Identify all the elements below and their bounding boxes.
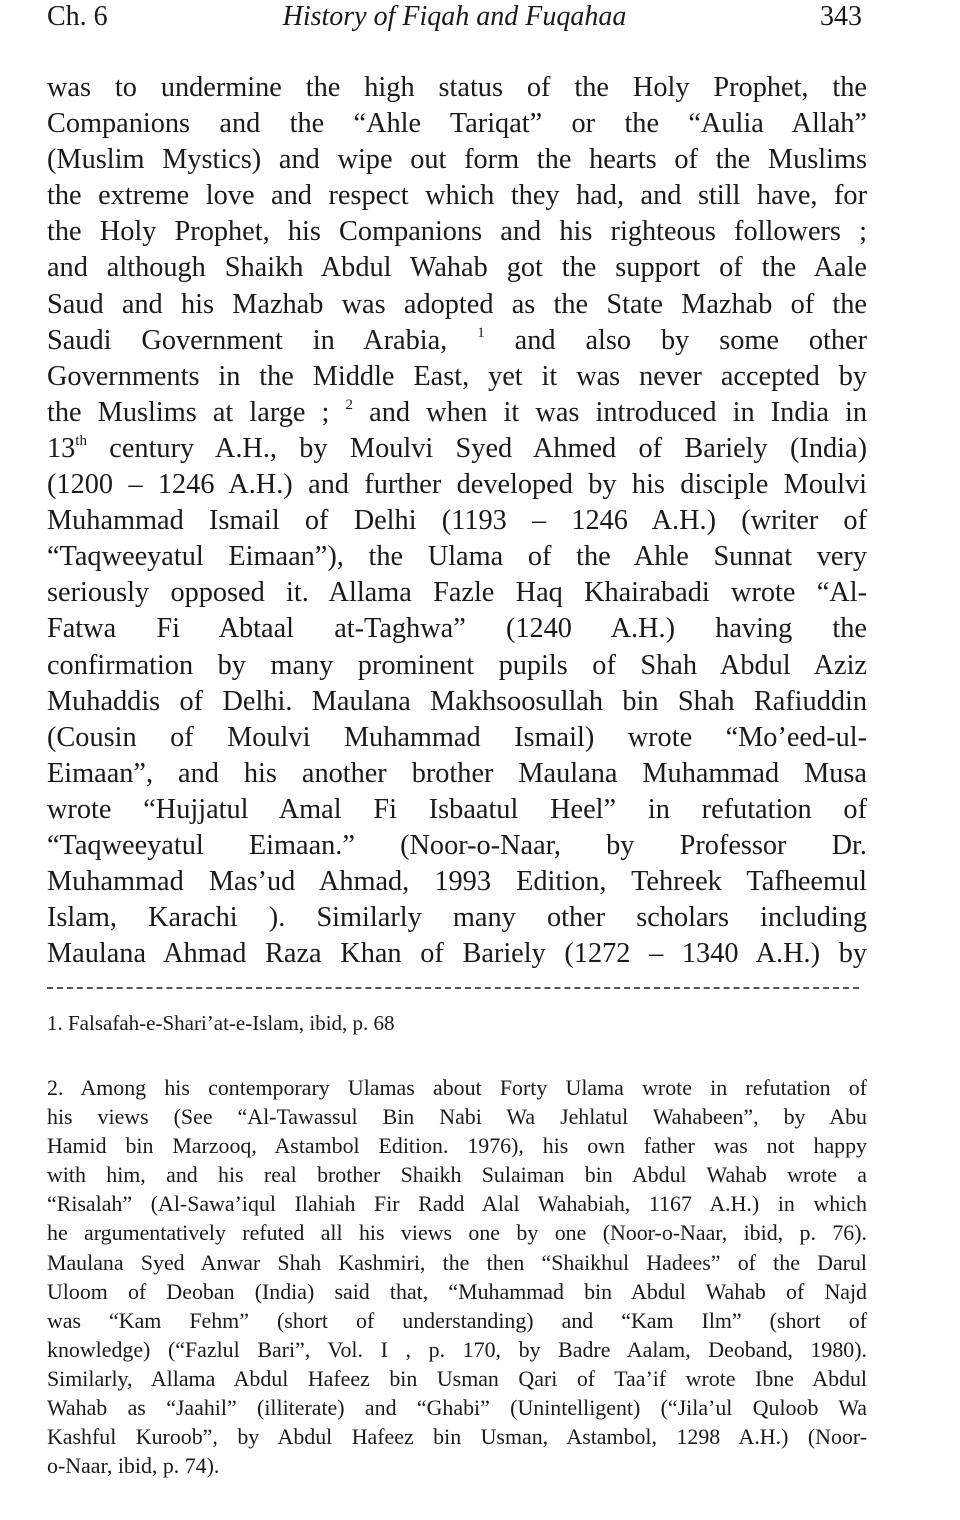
footnote-line: 2. Among his contemporary Ulamas about Forty Ulama wrote in refutation of bbox=[47, 1075, 867, 1100]
footnote-line: Hamid bin Marzooq, Astambol Edition. 1976), his own father was not happy bbox=[47, 1133, 867, 1159]
footnote-line: Uloom of Deoban (India) said that, “Muhammad bin Abdul Wahab of Najd bbox=[47, 1278, 867, 1304]
footnote-ref-1: 1 bbox=[477, 324, 485, 341]
running-header bbox=[47, 0, 862, 40]
body-line bbox=[47, 395, 867, 431]
body-line: “Taqweeyatul Eimaan”), the Ulama of the Ahle Sunnat very bbox=[47, 541, 867, 573]
body-line: Saud and his Mazhab was adopted as the State Mazhab of the bbox=[47, 288, 867, 320]
body-line: wrote “Hujjatul Amal Fi Isbaatul Heel” in refutation of bbox=[47, 793, 867, 825]
footnote-line: his views (See “Al-Tawassul Bin Nabi Wa Jehlatul Wahabeen”, by Abu bbox=[47, 1104, 867, 1130]
footnote-1: 1. Falsafah-e-Shari’at-e-Islam, ibid, p. 68 bbox=[47, 1011, 395, 1035]
body-line: Muhaddis of Delhi. Maulana Makhsoosullah bin Shah Rafiuddin bbox=[47, 685, 867, 717]
body-line: Governments in the Middle East, yet it was never accepted by bbox=[47, 360, 867, 392]
body-line: Maulana Ahmad Raza Khan of Bariely (1272 – 1340 A.H.) by bbox=[47, 938, 867, 970]
body-line-part: and when it was introduced in India in bbox=[369, 396, 868, 428]
body-line: Muhammad Mas’ud Ahmad, 1993 Edition, Tehreek Tafheemul bbox=[47, 866, 867, 898]
footnote-line: o-Naar, ibid, p. 74). bbox=[47, 1453, 220, 1479]
body-line: Eimaan”, and his another brother Maulana Muhammad Musa bbox=[47, 757, 867, 789]
book-title: History of Fiqah and Fuqahaa bbox=[282, 1, 627, 32]
body-line-part: the Muslims at large ; bbox=[47, 396, 330, 428]
chapter-label: Ch. 6 bbox=[47, 1, 108, 32]
body-line: was to undermine the high status of the Holy Prophet, the bbox=[47, 72, 867, 103]
footnote-line: Maulana Syed Anwar Shah Kashmiri, the then “Shaikhul Hadees” of the Darul bbox=[47, 1249, 867, 1275]
body-line-part: Saudi Government in Arabia, bbox=[47, 324, 448, 356]
body-line: Muhammad Ismail of Delhi (1193 – 1246 A.H.) (writer of bbox=[47, 505, 867, 537]
body-line: “Taqweeyatul Eimaan.” (Noor-o-Naar, by Professor Dr. bbox=[47, 829, 867, 861]
body-line-part: and also by some other bbox=[514, 324, 868, 356]
footnote-line: he argumentatively refuted all his views one by one (Noor-o-Naar, ibid, p. 76). bbox=[47, 1220, 867, 1246]
footnote-line: with him, and his real brother Shaikh Sulaiman bin Abdul Wahab wrote a bbox=[47, 1162, 867, 1188]
footnote-line: Similarly, Allama Abdul Hafeez bin Usman Qari of Taa’if wrote Ibne Abdul bbox=[47, 1365, 867, 1391]
body-line: seriously opposed it. Allama Fazle Haq Khairabadi wrote “Al- bbox=[47, 577, 867, 609]
footnote-line: was “Kam Fehm” (short of understanding) and “Kam Ilm” (short of bbox=[47, 1307, 867, 1333]
body-line: (Muslim Mystics) and wipe out form the hearts of the Muslims bbox=[47, 144, 867, 176]
page-number: 343 bbox=[820, 1, 862, 32]
body-line bbox=[47, 323, 867, 359]
ordinal-suffix: th bbox=[75, 432, 87, 449]
body-line-part: century A.H., by Moulvi Syed Ahmed of Bariely (India) bbox=[109, 432, 867, 464]
footnote-line: Wahab as “Jaahil” (illiterate) and “Ghabi” (Unintelligent) (“Jila’ul Quloob Wa bbox=[47, 1395, 867, 1421]
footnote-separator bbox=[47, 987, 859, 989]
body-line: (1200 – 1246 A.H.) and further developed by his disciple Moulvi bbox=[47, 469, 867, 501]
body-line bbox=[47, 431, 867, 467]
body-line: Fatwa Fi Abtaal at-Taghwa” (1240 A.H.) having the bbox=[47, 613, 867, 645]
footnote-2 bbox=[47, 1073, 867, 1480]
body-line: the extreme love and respect which they had, and still have, for bbox=[47, 180, 867, 212]
body-line: the Holy Prophet, his Companions and his righteous followers ; bbox=[47, 216, 867, 248]
footnote-line: knowledge) (“Fazlul Bari”, Vol. I , p. 170, by Badre Aalam, Deoband, 1980). bbox=[47, 1336, 867, 1362]
footnote-line: “Risalah” (Al-Sawa’iqul Ilahiah Fir Radd Alal Wahabiah, 1167 A.H.) in which bbox=[47, 1191, 867, 1217]
footnote-line: Kashful Kuroob”, by Abdul Hafeez bin Usman, Astambol, 1298 A.H.) (Noor- bbox=[47, 1424, 867, 1450]
body-line: confirmation by many prominent pupils of Shah Abdul Aziz bbox=[47, 649, 867, 681]
body-line: (Cousin of Moulvi Muhammad Ismail) wrote “Mo’eed-ul- bbox=[47, 721, 867, 753]
footnote-ref-2: 2 bbox=[345, 396, 354, 413]
body-line: Companions and the “Ahle Tariqat” or the “Aulia Allah” bbox=[47, 108, 867, 140]
body-line: and although Shaikh Abdul Wahab got the support of the Aale bbox=[47, 252, 867, 284]
body-line-part: 13 bbox=[47, 432, 76, 464]
body-line: Islam, Karachi ). Similarly many other scholars including bbox=[47, 902, 867, 934]
main-paragraph bbox=[47, 70, 867, 972]
